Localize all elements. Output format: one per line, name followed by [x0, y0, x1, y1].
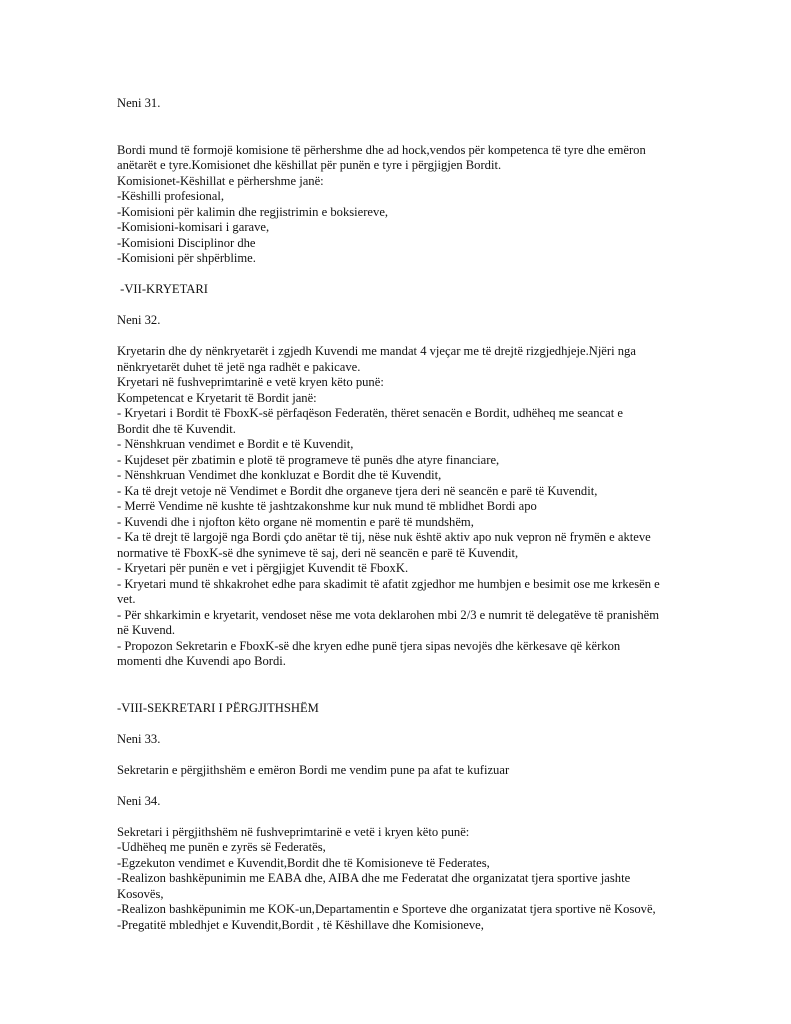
neni-34-heading: Neni 34. [117, 793, 161, 808]
document-page [117, 96, 687, 933]
neni-32-line: - Merrë Vendime në kushte të jashtzakonshme kur nuk mund të mblidhet Bordi apo [117, 499, 537, 513]
neni-32-line: momenti dhe Kuvendi apo Bordi. [117, 654, 286, 668]
neni-32-line: - Për shkarkimin e kryetarit, vendoset nëse me vota deklarohen mbi 2/3 e numrit të delegatëve të pranishëm [117, 607, 660, 622]
neni-32-line: - Ka të drejt të largojë nga Bordi çdo anëtar të tij, nëse nuk është aktiv apo nuk vepron në frymën e akteve [117, 530, 651, 544]
section-viii-title: -VIII-SEKRETARI I PËRGJITHSHËM [117, 700, 319, 715]
neni-32-line: - Kryetari i Bordit të FboxK-së përfaqëson Federatën, thëret senacën e Bordit, udhëheq me seancat e [117, 406, 624, 420]
neni-32-heading: Neni 32. [117, 313, 161, 327]
neni-32-line: në Kuvend. [117, 623, 176, 637]
neni-31-paragraph-line: anëtarët e tyre.Komisionet dhe këshillat për punën e tyre i përgjigjen Bordit. [117, 158, 502, 172]
neni-32-line: - Propozon Sekretarin e FboxK-së dhe kryen edhe punë tjera sipas nevojës dhe kërkesave që kërkon [117, 638, 621, 653]
neni-32-line: - Kuvendi dhe i njofton këto organe në momentin e parë të mundshëm, [117, 514, 474, 529]
neni-31-list-item: -Komisioni për kalimin dhe regjistrimin e boksiereve, [117, 204, 389, 219]
neni-34-line: -Egzekuton vendimet e Kuvendit,Bordit dhe të Komisioneve të Federates, [117, 855, 490, 870]
neni-32-line: - Ka të drejt vetoje në Vendimet e Bordit dhe organeve tjera deri në seancën e parë të Kuvendit, [117, 483, 598, 498]
neni-32-line: Kryetarin dhe dy nënkryetarët i zgjedh Kuvendi me mandat 4 vjeçar me të drejtë rizgjedhjeje.Njëri nga [117, 344, 636, 358]
neni-31-list-item: -Komisioni-komisari i garave, [117, 220, 270, 234]
neni-33-text: Sekretarin e përgjithshëm e emëron Bordi me vendim pune pa afat te kufizuar [117, 762, 510, 777]
neni-32-line: - Kujdeset për zbatimin e plotë të programeve të punës dhe atyre financiare, [117, 452, 500, 467]
neni-32-line: nënkryetarët duhet të jetë nga radhët e pakicave. [117, 359, 361, 374]
neni-34-line: -Udhëheq me punën e zyrës së Federatës, [117, 840, 326, 854]
neni-32-line: - Nënshkruan vendimet e Bordit e të Kuvendit, [117, 437, 354, 451]
neni-32-line: - Nënshkruan Vendimet dhe konkluzat e Bordit dhe të Kuvendit, [117, 468, 442, 482]
neni-32-line: - Kryetari mund të shkakrohet edhe para skadimit të afatit zgjedhor me humbjen e besimit ose me krkesën e [117, 576, 660, 591]
neni-34-line: Kosovës, [117, 886, 164, 901]
neni-32-line: Kryetari në fushveprimtarinë e vetë kryen këto punë: [117, 375, 384, 389]
neni-33-heading: Neni 33. [117, 731, 161, 746]
neni-31-list-item: -Komisioni Disciplinor dhe [117, 235, 256, 250]
section-vii-title: -VII-KRYETARI [117, 282, 208, 296]
neni-31-heading: Neni 31. [117, 96, 161, 110]
neni-32-line: Kompetencat e Kryetarit të Bordit janë: [117, 390, 317, 405]
neni-34-line: -Realizon bashkëpunimin me KOK-un,Departamentin e Sporteve dhe organizatat tjera sportive në Kosovë, [117, 902, 656, 916]
neni-34-line: -Realizon bashkëpunimin me EABA dhe, AIBA dhe me Federatat dhe organizatat tjera sportive jashte [117, 871, 631, 885]
neni-32-line: normative të FboxK-së dhe synimeve të saj, deri në seancën e parë të Kuvendit, [117, 545, 519, 560]
neni-31-list-item: -Këshilli profesional, [117, 189, 225, 203]
neni-34-line: -Pregatitë mbledhjet e Kuvendit,Bordit , të Këshillave dhe Komisioneve, [117, 917, 484, 932]
neni-31-list-item: -Komisioni për shpërblime. [117, 251, 256, 265]
neni-31-paragraph-line: Bordi mund të formojë komisione të përhershme dhe ad hock,vendos për kompetenca të tyre dhe emëron [117, 142, 646, 157]
neni-32-line: vet. [117, 592, 136, 606]
neni-34-line: Sekretari i përgjithshëm në fushveprimtarinë e vetë i kryen këto punë: [117, 824, 470, 839]
neni-32-line: - Kryetari për punën e vet i përgjigjet Kuvendit të FboxK. [117, 561, 409, 575]
neni-32-line: Bordit dhe të Kuvendit. [117, 421, 236, 436]
neni-31-list-intro: Komisionet-Këshillat e përhershme janë: [117, 173, 324, 188]
